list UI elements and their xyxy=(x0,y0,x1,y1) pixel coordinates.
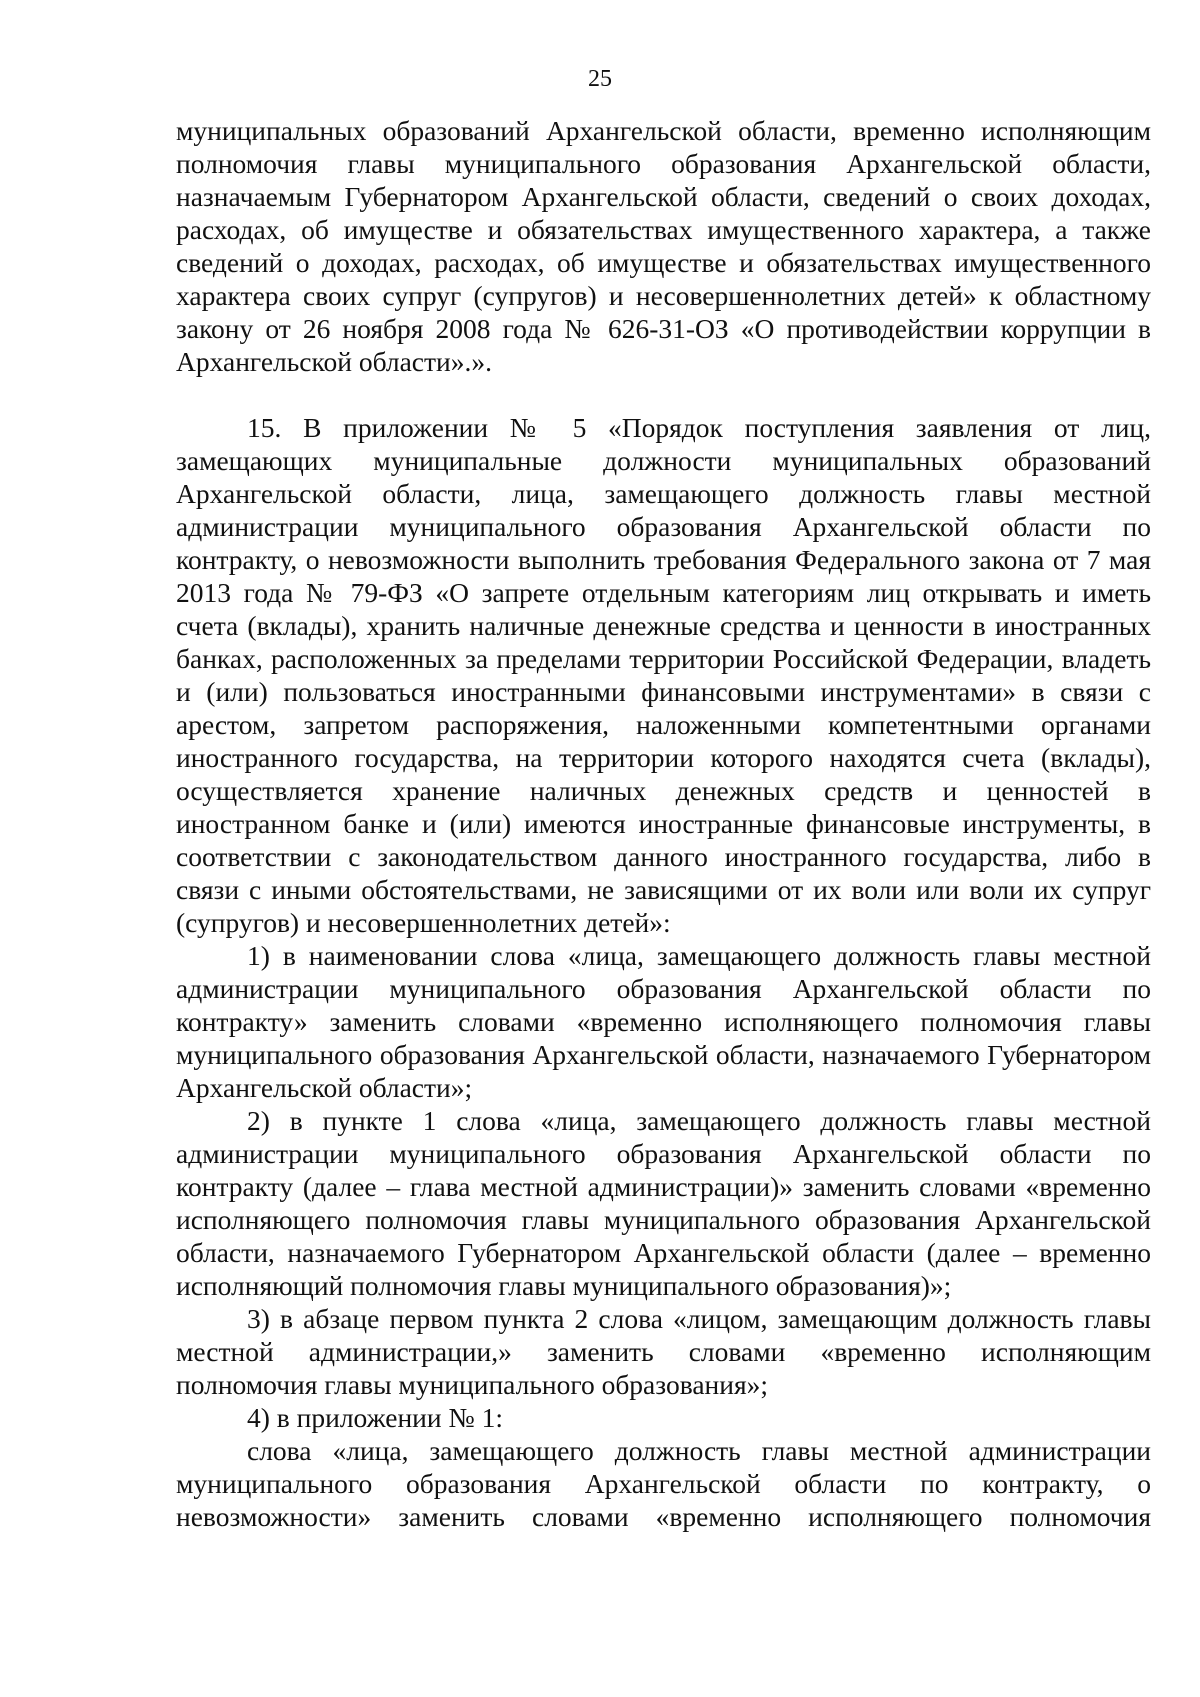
paragraph-subitem-4: 4) в приложении № 1: xyxy=(247,1402,503,1433)
paragraph-continuation: муниципальных образований Архангельской области, временно исполняющим полномочия главы муниципального образования Архангельской области, назначаемым Губернатором Архангельской области, сведений о своих доходах, расходах, об имуществе и обязательствах имущественного характера, а также сведений о доходах, расходах, об имуществе и обязательствах имущественного характера своих супруг (супругов) и несовершеннолетних детей» к областному закону от 26 ноября 2008 года № 626-31-ОЗ «О противодействии коррупции в Архангельской области».». xyxy=(176,115,1151,377)
paragraph-subitem-3: 3) в абзаце первом пункта 2 слова «лицом, замещающим должность главы местной администрации,» заменить словами «временно исполняющим полномочия главы муниципального образования»; xyxy=(176,1303,1151,1400)
paragraph-subitem-1: 1) в наименовании слова «лица, замещающего должность главы местной администрации муниципального образования Архангельской области по контракту» заменить словами «временно исполняющего полномочия главы муниципального образования Архангельской области, назначаемого Губернатором Архангельской области»; xyxy=(176,940,1151,1103)
document-body xyxy=(176,114,1151,1533)
paragraph-appendix-1-words: слова «лица, замещающего должность главы местной администрации муниципального образования Архангельской области по контракту, о невозможности» заменить словами «временно исполняющего полномочия xyxy=(176,1435,1151,1532)
paragraph-item-15: 15. В приложении № 5 «Порядок поступления заявления от лиц, замещающих муниципальные должности муниципальных образований Архангельской области, лица, замещающего должность главы местной администрации муниципального образования Архангельской области по контракту, о невозможности выполнить требования Федерального закона от 7 мая 2013 года № 79-ФЗ «О запрете отдельным категориям лиц открывать и иметь счета (вклады), хранить наличные денежные средства и ценности в иностранных банках, расположенных за пределами территории Российской Федерации, владеть и (или) пользоваться иностранными финансовыми инструментами» в связи с арестом, запретом распоряжения, наложенными компетентными органами иностранного государства, на территории которого находятся счета (вклады), осуществляется хранение наличных денежных средств и ценностей в иностранном банке и (или) имеются иностранные финансовые инструменты, в соответствии с законодательством данного иностранного государства, либо в связи с иными обстоятельствами, не зависящими от их воли или воли их супруг (супругов) и несовершеннолетних детей»: xyxy=(176,412,1151,938)
paragraph-subitem-2: 2) в пункте 1 слова «лица, замещающего должность главы местной администрации муниципального образования Архангельской области по контракту (далее – глава местной администрации)» заменить словами «временно исполняющего полномочия главы муниципального образования Архангельской области, назначаемого Губернатором Архангельской области (далее – временно исполняющий полномочия главы муниципального образования)»; xyxy=(176,1105,1151,1301)
page-number: 25 xyxy=(588,66,612,92)
